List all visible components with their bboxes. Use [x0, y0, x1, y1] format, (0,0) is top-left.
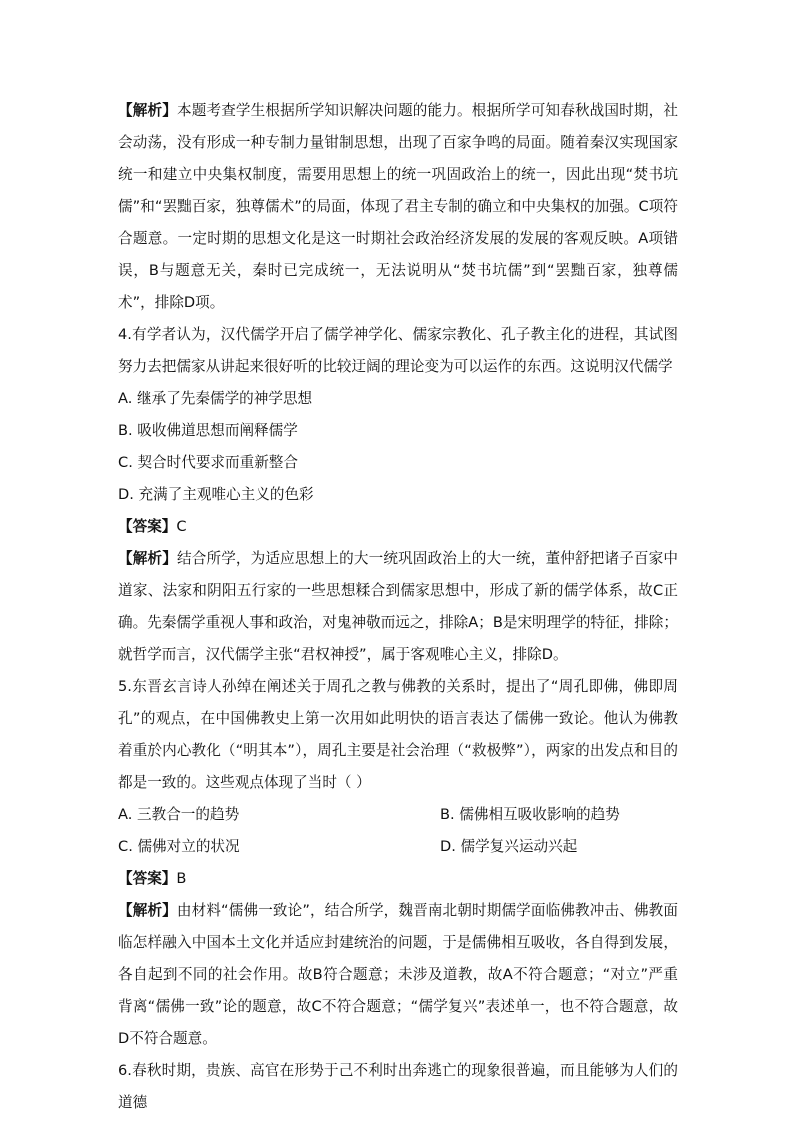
q4-answer — [118, 511, 678, 543]
q4-option-a: A. 继承了先秦儒学的神学思想 — [118, 390, 313, 407]
analysis-tag: 【解析】 — [118, 102, 177, 119]
analysis-text: 由材料“儒佛一致论”，结合所学，魏晋南北朝时期儒学面临佛教冲击、佛教面临怎样融入中国本土文化并适应封建统治的问题，于是儒佛相互吸收，各自得到发展，各自起到不同的社会作用。故B符合题意；未涉及道教，故A不符合题意；“对立”严重背离“儒佛一致”论的题意，故C不符合题意；“儒学复兴”表述单一，也不符合题意，故D不符合题意。 — [118, 902, 678, 1047]
q4-option-b: B. 吸收佛道思想而阐释儒学 — [118, 422, 298, 439]
q5-option-a: A. 三教合一的趋势 — [118, 806, 240, 823]
q5-stem: 5.东晋玄言诗人孙绰在阐述关于周孔之教与佛教的关系时，提出了“周孔即佛，佛即周孔”的观点，在中国佛教史上第一次用如此明快的语言表达了儒佛一致论。他认为佛教着重於内心教化（“明其本”），周孔主要是社会治理（“救极弊”），两家的出发点和目的都是一致的。这些观点体现了当时（ ） — [118, 678, 678, 791]
q4-option-c: C. 契合时代要求而重新整合 — [118, 454, 299, 471]
q5-options-row-2 — [118, 831, 678, 863]
q4-analysis — [118, 543, 678, 671]
analysis-tag: 【解析】 — [118, 902, 177, 919]
q5-option-c: C. 儒佛对立的状况 — [118, 838, 240, 855]
q3-analysis — [118, 95, 678, 319]
analysis-tag: 【解析】 — [118, 550, 177, 567]
q5-option-b: B. 儒佛相互吸收影响的趋势 — [440, 806, 620, 823]
answer-tag: 【答案】 — [118, 870, 177, 887]
q5-analysis — [118, 895, 678, 1055]
analysis-text: 本题考查学生根据所学知识解决问题的能力。根据所学可知春秋战国时期，社会动荡，没有形成一种专制力量钳制思想，出现了百家争鸣的局面。随着秦汉实现国家统一和建立中央集权制度，需要用思想上的统一巩固政治上的统一，因此出现“焚书坑儒”和“罢黜百家，独尊儒术”的局面，体现了君主专制的确立和中央集权的加强。C项符合题意。一定时期的思想文化是这一时期社会政治经济发展的发展的客观反映。A项错误，B与题意无关，秦时已完成统一，无法说明从“焚书坑儒”到“罢黜百家，独尊儒术”，排除D项。 — [118, 102, 678, 311]
q4-stem: 4.有学者认为，汉代儒学开启了儒学神学化、儒家宗教化、孔子教主化的进程，其试图努力去把儒家从讲起来很好听的比较迂阔的理论变为可以运作的东西。这说明汉代儒学 — [118, 326, 678, 375]
document-page — [118, 95, 678, 1119]
q5-answer — [118, 863, 678, 895]
q5-options-row-1 — [118, 799, 678, 831]
analysis-text: 结合所学，为适应思想上的大一统巩固政治上的大一统，董仲舒把诸子百家中道家、法家和阴阳五行家的一些思想糅合到儒家思想中，形成了新的儒学体系，故C正确。先秦儒学重视人事和政治，对鬼神敬而远之，排除A；B是宋明理学的特征，排除；就哲学而言，汉代儒学主张“君权神授”，属于客观唯心主义，排除D。 — [118, 550, 678, 663]
q6-stem: 6.春秋时期，贵族、高官在形势于己不利时出奔逃亡的现象很普遍，而且能够为人们的道德 — [118, 1062, 678, 1111]
q5-option-d: D. 儒学复兴运动兴起 — [440, 838, 578, 855]
answer-value: B — [176, 870, 187, 887]
answer-value: C — [176, 518, 187, 535]
answer-tag: 【答案】 — [118, 518, 177, 535]
q4-option-d: D. 充满了主观唯心主义的色彩 — [118, 486, 314, 503]
